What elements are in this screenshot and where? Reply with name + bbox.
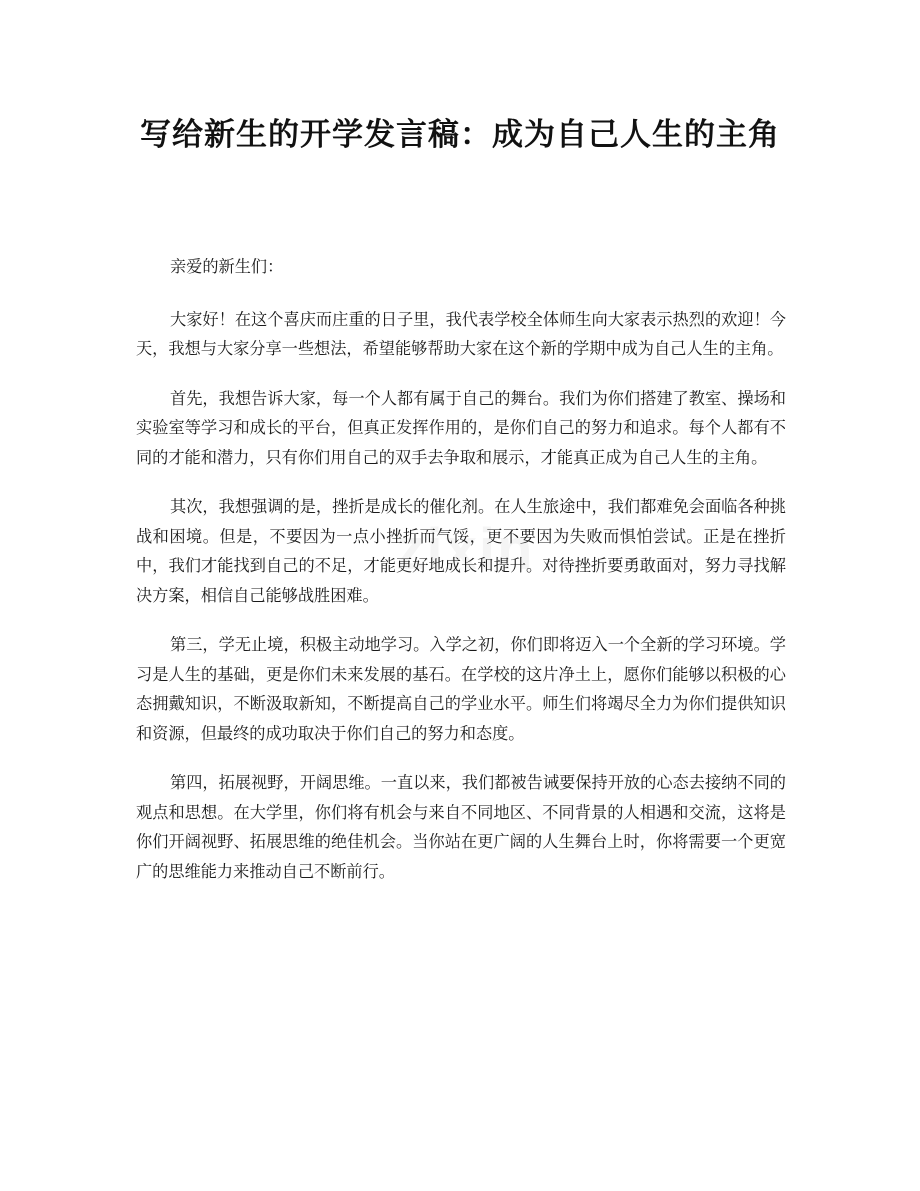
paragraph-fourth-point: 第四，拓展视野，开阔思维。一直以来，我们都被告诫要保持开放的心态去接纳不同的观点和思想。在大学里，你们将有机会与来自不同地区、不同背景的人相遇和交流，这将是你们开阔视野、拓展思维的绝佳机会。当你站在更广阔的人生舞台上时，你将需要一个更宽广的思维能力来推动自己不断前行。 [136,773,786,881]
paragraph-third-point: 第三，学无止境，积极主动地学习。入学之初，你们即将迈入一个全新的学习环境。学习是人生的基础，更是你们未来发展的基石。在学校的这片净土上，愿你们能够以积极的心态拥戴知识，不断汲取新知，不断提高自己的学业水平。师生们将竭尽全力为你们提供知识和资源，但最终的成功取决于你们自己的努力和态度。 [136,635,786,743]
paragraph-first-point: 首先，我想告诉大家，每一个人都有属于自己的舞台。我们为你们搭建了教室、操场和实验室等学习和成长的平台，但真正发挥作用的，是你们自己的努力和追求。每个人都有不同的才能和潜力，只有你们用自己的双手去争取和展示，才能真正成为自己人生的主角。 [136,388,786,467]
document-title: 写给新生的开学发言稿：成为自己人生的主角 [140,117,780,153]
salutation: 亲爱的新生们： [170,257,284,276]
watermark: zixin [395,517,535,582]
document-body [136,252,786,906]
paragraph-second-point: 其次，我想强调的是，挫折是成长的催化剂。在人生旅途中，我们都难免会面临各种挑战和困境。但是，不要因为一点小挫折而气馁，更不要因为失败而惧怕尝试。正是在挫折中，我们才能找到自己的不足，才能更好地成长和提升。对待挫折要勇敢面对，努力寻找解决方案，相信自己能够战胜困难。 [136,497,786,605]
paragraph-welcome: 大家好！在这个喜庆而庄重的日子里，我代表学校全体师生向大家表示热烈的欢迎！今天，我想与大家分享一些想法，希望能够帮助大家在这个新的学期中成为自己人生的主角。 [136,309,786,358]
